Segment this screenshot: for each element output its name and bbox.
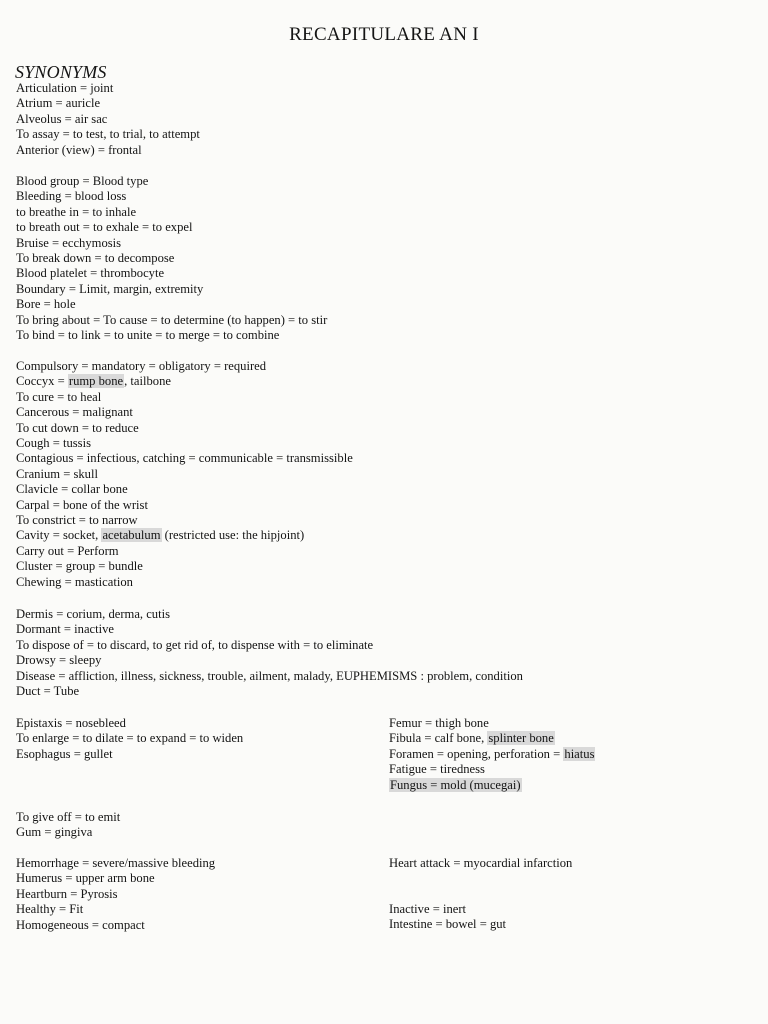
synonym-line: Gum = gingiva [16,825,93,840]
line-text: Fibula = calf bone, [389,731,488,746]
synonym-line: To assay = to test, to trial, to attempt [16,127,200,142]
synonym-line: Bleeding = blood loss [16,189,127,204]
synonym-line: Cranium = skull [16,466,98,481]
synonym-line: Articulation = joint [16,81,114,95]
synonym-line [389,747,595,762]
synonym-line: Intestine = bowel = gut [389,917,507,932]
synonym-line: Carry out = Perform [16,543,119,558]
highlighted-term: hiatus [564,746,595,761]
synonym-line: Anterior (view) = frontal [16,142,142,157]
synonym-line: Blood group = Blood type [16,174,149,188]
synonym-line: To give off = to emit [16,810,121,824]
highlighted-term: Fungus = mold (mucegai) [390,777,521,792]
synonym-line: To break down = to decompose [16,251,175,265]
synonym-line [389,778,522,793]
synonym-line: Atrium = auricle [16,96,101,111]
synonym-line [389,731,555,746]
synonym-line: To enlarge = to dilate = to expand = to widen [16,731,244,746]
synonym-line: Fatigue = tiredness [389,762,485,777]
synonym-line: Heart attack = myocardial infarction [389,856,573,870]
synonym-line: Carpal = bone of the wrist [16,497,148,512]
synonym-line: Femur = thigh bone [389,716,489,730]
synonym-line: Humerus = upper arm bone [16,871,155,886]
synonym-line: Hemorrhage = severe/massive bleeding [16,856,216,870]
synonym-line: Chewing = mastication [16,574,133,589]
synonym-line: To dispose of = to discard, to get rid of, to dispense with = to eliminate [16,637,374,652]
synonym-line: Dermis = corium, derma, cutis [16,607,170,621]
synonym-line: Alveolus = air sac [16,111,108,126]
synonym-line: Homogeneous = compact [16,917,145,932]
synonym-line: Duct = Tube [16,684,80,698]
synonym-line: Compulsory = mandatory = obligatory = required [16,359,267,373]
line-text: Coccyx = [16,374,68,389]
synonym-line: Bore = hole [16,297,76,312]
synonym-line: Disease = affliction, illness, sickness, trouble, ailment, malady, EUPHEMISMS : problem, condition [16,668,523,683]
synonym-line [16,528,304,543]
synonym-line: Heartburn = Pyrosis [16,886,118,901]
synonym-line: to breathe in = to inhale [16,204,137,219]
synonym-line: To cut down = to reduce [16,420,139,435]
line-text: Cavity = socket, [16,528,102,543]
synonym-line: Drowsy = sleepy [16,653,102,668]
highlighted-term: acetabulum [102,528,161,543]
highlighted-term: rump bone [68,374,124,389]
synonym-line: Boundary = Limit, margin, extremity [16,281,204,296]
synonym-line: Blood platelet = thrombocyte [16,266,165,281]
line-text: Foramen = opening, perforation = [389,746,564,761]
synonym-line: Dormant = inactive [16,622,115,637]
synonym-line: Healthy = Fit [16,902,84,917]
synonym-line: Contagious = infectious, catching = communicable = transmissible [16,451,353,466]
line-text: (restricted use: the hipjoint) [161,528,305,543]
synonym-line: Esophagus = gullet [16,746,113,761]
synonym-line: To cure = to heal [16,389,102,404]
synonym-line: To bind = to link = to unite = to merge = to combine [16,328,280,342]
synonym-line: Clavicle = collar bone [16,482,128,497]
synonym-line: Inactive = inert [389,902,467,916]
synonym-line: To constrict = to narrow [16,513,138,527]
section-heading: SYNONYMS [15,62,107,82]
synonym-line: to breath out = to exhale = to expel [16,220,193,235]
line-text: , tailbone [124,374,171,389]
synonym-line: Cancerous = malignant [16,405,133,420]
synonym-line: To bring about = To cause = to determine (to happen) = to stir [16,312,328,327]
synonym-line: Cough = tussis [16,436,91,450]
page-title: RECAPITULARE AN I [289,24,479,45]
synonym-line [16,374,171,389]
highlighted-term: splinter bone [488,731,554,746]
synonym-line: Cluster = group = bundle [16,559,143,574]
synonym-line: Bruise = ecchymosis [16,235,122,250]
synonym-line: Epistaxis = nosebleed [16,716,126,730]
